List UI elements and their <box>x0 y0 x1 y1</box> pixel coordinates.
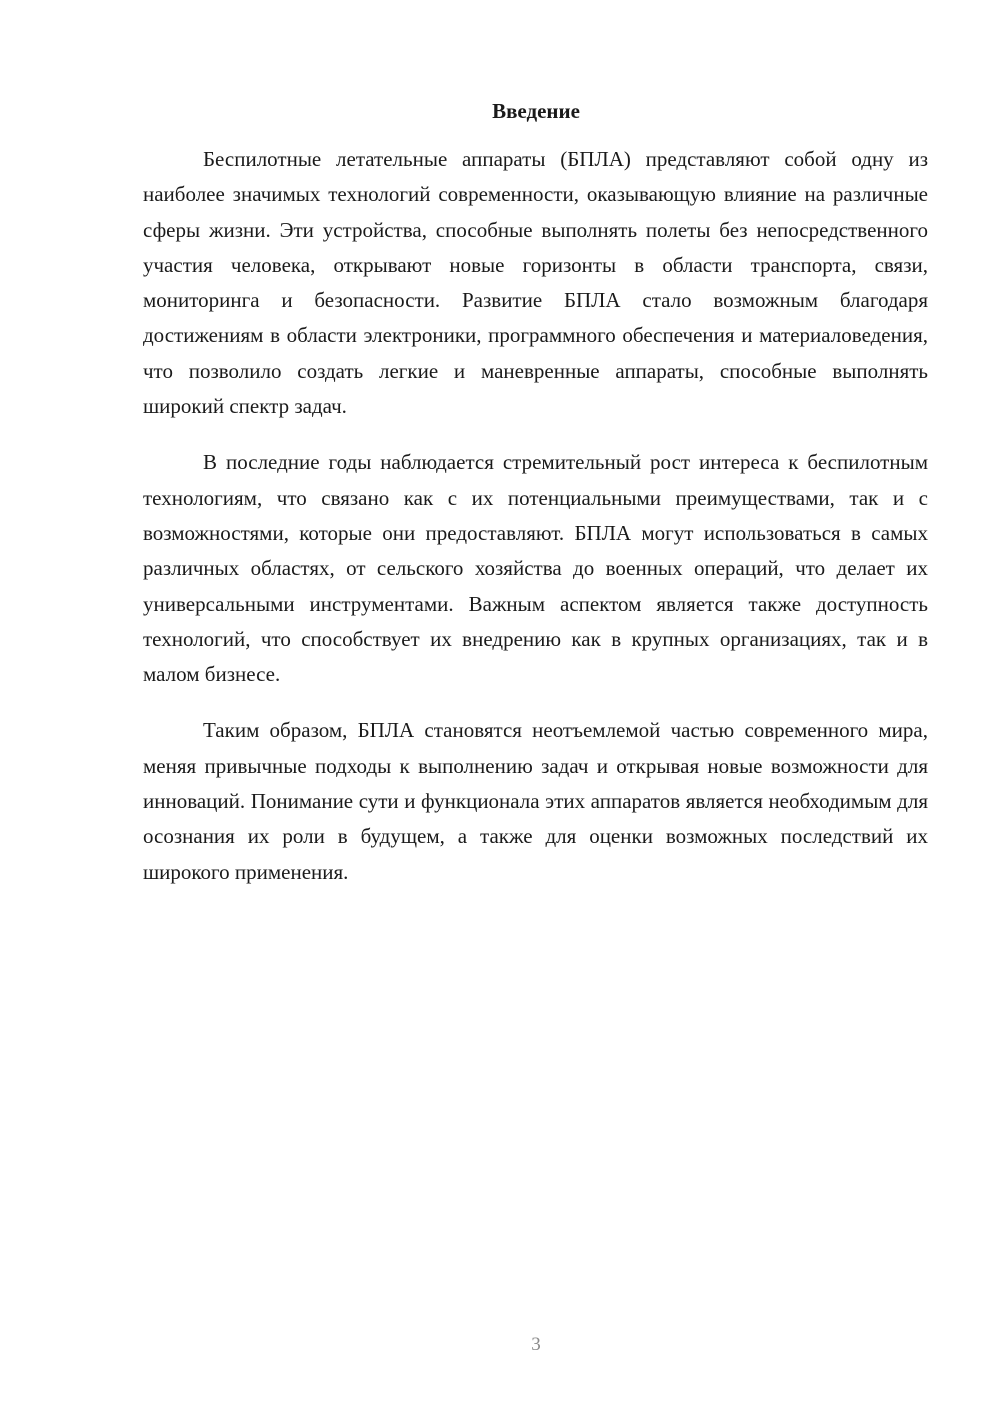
paragraph-1: Беспилотные летательные аппараты (БПЛА) представляют собой одну из наиболее значимых технологий современности, оказывающую влияние на различные сферы жизни. Эти устройства, способные выполнять полеты без непосредственного участия человека, открывают новые горизонты в области транспорта, связи, мониторинга и безопасности. Развитие БПЛА стало возможным благодаря достижениям в области электроники, программного обеспечения и материаловедения, что позволило создать легкие и маневренные аппараты, способные выполнять широкий спектр задач. <box>143 147 928 419</box>
body-text <box>143 142 928 911</box>
section-title: Введение <box>492 99 580 123</box>
page-number: 3 <box>531 1334 541 1355</box>
paragraph-2: В последние годы наблюдается стремительный рост интереса к беспилотным технологиям, что связано как с их потенциальными преимуществами, так и с возможностями, которые они предоставляют. БПЛА могут использоваться в самых различных областях, от сельского хозяйства до военных операций, что делает их универсальными инструментами. Важным аспектом является также доступность технологий, что способствует их внедрению как в крупных организациях, так и в малом бизнесе. <box>143 450 928 687</box>
paragraph-3: Таким образом, БПЛА становятся неотъемлемой частью современного мира, меняя привычные подходы к выполнению задач и открывая новые возможности для инноваций. Понимание сути и функционала этих аппаратов является необходимым для осознания их роли в будущем, а также для оценки возможных последствий их широкого применения. <box>143 718 928 884</box>
